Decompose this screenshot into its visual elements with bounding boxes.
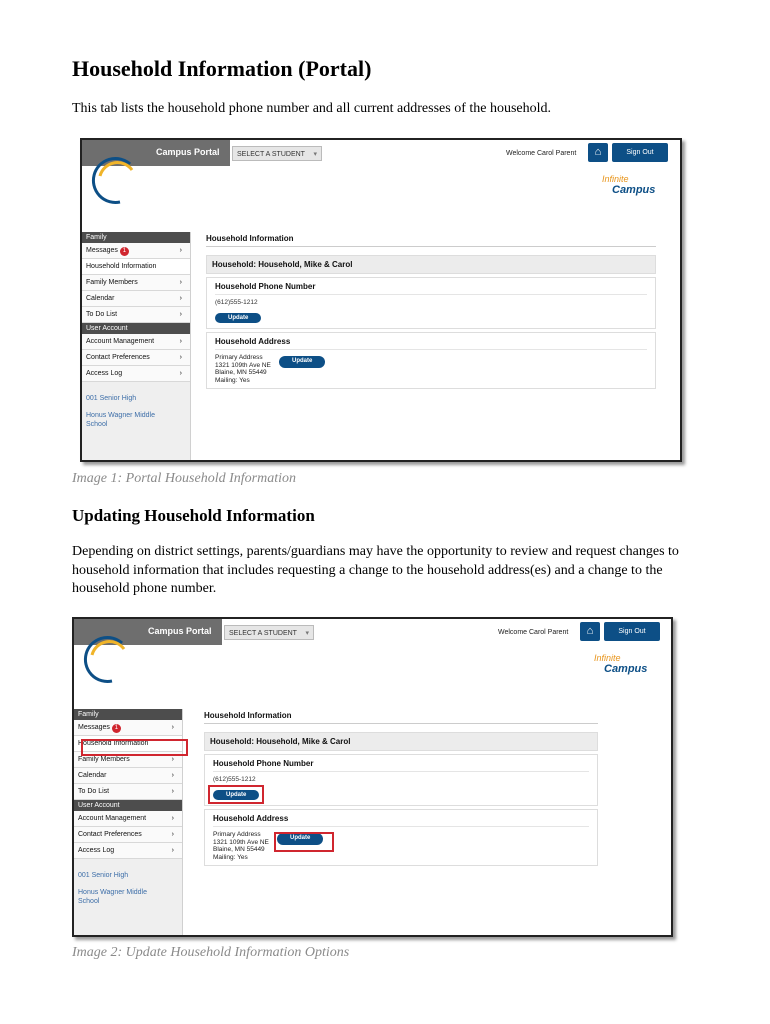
chevron-right-icon: › xyxy=(171,756,174,763)
school-link-senior-high[interactable]: 001 Senior High xyxy=(86,395,137,402)
chevron-down-icon: ▾ xyxy=(305,630,309,637)
sidebar-item-label: Calendar xyxy=(86,295,115,302)
address-block xyxy=(215,354,647,384)
sidebar-item-label: Messages xyxy=(86,247,118,254)
message-count-badge: 1 xyxy=(112,724,121,733)
sidebar-item-label: Household Information xyxy=(78,740,149,747)
brand-line2: Campus xyxy=(604,663,648,675)
section-title: Updating Household Information xyxy=(72,506,315,525)
phone-value: (612)555-1212 xyxy=(215,299,258,306)
phone-card xyxy=(206,277,656,329)
sidebar-item-label: Access Log xyxy=(86,370,123,377)
portal-screenshot-2 xyxy=(72,617,673,937)
sidebar-item-to-do-list[interactable] xyxy=(82,307,190,323)
caption-image-1: Image 1: Portal Household Information xyxy=(72,471,296,486)
address-line: Mailing: Yes xyxy=(213,853,248,861)
school-link-middle-school[interactable]: Honus Wagner Middle School xyxy=(78,889,147,905)
select-student-label: SELECT A STUDENT xyxy=(237,151,305,158)
brand-line1: Infinite xyxy=(602,174,629,184)
sidebar-item-family-members[interactable] xyxy=(82,275,190,291)
sidebar-header-family: Family xyxy=(74,709,182,720)
chevron-right-icon: › xyxy=(179,279,182,286)
phone-value: (612)555-1212 xyxy=(213,776,256,783)
main-page-title: Household Information xyxy=(204,711,598,724)
sidebar-item-label: Family Members xyxy=(78,756,130,763)
sidebar-item-label: Messages xyxy=(78,724,110,731)
sidebar-item-label: Family Members xyxy=(86,279,138,286)
home-icon: ⌂ xyxy=(586,625,594,637)
brand-line2: Campus xyxy=(612,184,656,196)
address-line: 1321 109th Ave NE xyxy=(215,361,271,369)
chevron-right-icon: › xyxy=(179,311,182,318)
home-icon: ⌂ xyxy=(594,146,602,158)
chevron-right-icon: › xyxy=(171,847,174,854)
chevron-right-icon: › xyxy=(171,815,174,822)
welcome-text: Welcome Carol Parent xyxy=(506,150,577,157)
sidebar-item-messages[interactable] xyxy=(74,720,182,736)
portal-screenshot-1 xyxy=(80,138,682,462)
portal-topbar xyxy=(82,140,680,166)
highlight-update-address xyxy=(274,832,334,852)
address-line: Blaine, MN 55449 xyxy=(213,846,265,853)
sidebar-item-access-log[interactable] xyxy=(74,843,182,859)
address-line: Blaine, MN 55449 xyxy=(215,369,267,376)
campus-arc-logo xyxy=(82,635,132,685)
portal-title: Campus Portal xyxy=(148,626,212,636)
highlight-household-information xyxy=(81,739,188,756)
sidebar-header-user-account: User Account xyxy=(82,323,190,334)
main-page-title: Household Information xyxy=(206,234,656,247)
sidebar-item-label: Access Log xyxy=(78,847,115,854)
phone-card-title: Household Phone Number xyxy=(213,759,589,772)
page-title: Household Information (Portal) xyxy=(72,56,372,81)
sidebar-item-label: Calendar xyxy=(78,772,107,779)
chevron-right-icon: › xyxy=(179,295,182,302)
address-card xyxy=(206,332,656,389)
address-card xyxy=(204,809,598,866)
welcome-text: Welcome Carol Parent xyxy=(498,629,569,636)
address-line: Mailing: Yes xyxy=(215,376,250,384)
sidebar-item-account-management[interactable] xyxy=(74,811,182,827)
select-student-dropdown[interactable] xyxy=(232,146,322,161)
sidebar-item-household-information[interactable] xyxy=(82,259,190,275)
update-address-button[interactable]: Update xyxy=(277,833,323,845)
sidebar xyxy=(82,232,191,460)
school-link-senior-high[interactable]: 001 Senior High xyxy=(78,872,129,879)
infinite-campus-logo xyxy=(602,174,655,196)
address-line: Primary Address xyxy=(215,354,263,361)
chevron-right-icon: › xyxy=(171,724,174,731)
portal-topbar xyxy=(74,619,671,645)
highlight-update-phone xyxy=(208,785,264,804)
chevron-right-icon: › xyxy=(179,370,182,377)
sidebar-item-calendar[interactable] xyxy=(74,768,182,784)
sidebar-header-user-account: User Account xyxy=(74,800,182,811)
sidebar-item-label: Contact Preferences xyxy=(86,354,150,361)
sidebar-item-messages[interactable] xyxy=(82,243,190,259)
sidebar-item-access-log[interactable] xyxy=(82,366,190,382)
chevron-right-icon: › xyxy=(179,247,182,254)
sidebar-item-contact-preferences[interactable] xyxy=(82,350,190,366)
chevron-right-icon: › xyxy=(171,772,174,779)
address-block xyxy=(213,831,589,861)
school-link-middle-school[interactable]: Honus Wagner Middle School xyxy=(86,412,155,428)
chevron-down-icon: ▾ xyxy=(313,151,317,158)
chevron-right-icon: › xyxy=(179,354,182,361)
main-content xyxy=(206,234,656,389)
address-card-title: Household Address xyxy=(213,814,589,827)
infinite-campus-logo xyxy=(594,653,647,675)
sign-out-button[interactable]: Sign Out xyxy=(604,622,660,641)
household-name-bar: Household: Household, Mike & Carol xyxy=(204,732,598,751)
update-address-button[interactable]: Update xyxy=(279,356,325,368)
sidebar-item-label: Contact Preferences xyxy=(78,831,142,838)
sidebar-item-label: To Do List xyxy=(86,311,118,318)
message-count-badge: 1 xyxy=(120,247,129,256)
brand-line1: Infinite xyxy=(594,653,621,663)
sign-out-button[interactable]: Sign Out xyxy=(612,143,668,162)
chevron-right-icon: › xyxy=(179,338,182,345)
phone-card-title: Household Phone Number xyxy=(215,282,647,295)
update-phone-button[interactable]: Update xyxy=(213,790,259,800)
caption-image-2: Image 2: Update Household Information Options xyxy=(72,945,350,960)
select-student-dropdown[interactable] xyxy=(224,625,314,640)
update-phone-button[interactable]: Update xyxy=(215,313,261,323)
chevron-right-icon: › xyxy=(171,788,174,795)
sidebar-item-calendar[interactable] xyxy=(82,291,190,307)
campus-arc-logo xyxy=(90,156,140,206)
sidebar-item-label: To Do List xyxy=(78,788,110,795)
address-line: 1321 109th Ave NE xyxy=(213,838,269,846)
section-paragraph: Depending on district settings, parents/guardians may have the opportunity to review and request changes to household information that includes requesting a change to the household address(es) and a change to the household phone number. xyxy=(72,544,679,596)
sidebar-item-label: Household Information xyxy=(86,263,157,270)
address-line: Primary Address xyxy=(213,831,261,838)
sidebar-item-label: Account Management xyxy=(86,338,155,345)
home-button[interactable] xyxy=(588,143,608,162)
portal-title: Campus Portal xyxy=(156,147,220,157)
select-student-label: SELECT A STUDENT xyxy=(229,630,297,637)
sidebar-header-family: Family xyxy=(82,232,190,243)
intro-paragraph: This tab lists the household phone number and all current addresses of the household. xyxy=(72,101,552,116)
home-button[interactable] xyxy=(580,622,600,641)
sidebar-item-contact-preferences[interactable] xyxy=(74,827,182,843)
sidebar-item-account-management[interactable] xyxy=(82,334,190,350)
sidebar-item-label: Account Management xyxy=(78,815,147,822)
address-card-title: Household Address xyxy=(215,337,647,350)
chevron-right-icon: › xyxy=(171,831,174,838)
sidebar-item-to-do-list[interactable] xyxy=(74,784,182,800)
household-name-bar: Household: Household, Mike & Carol xyxy=(206,255,656,274)
